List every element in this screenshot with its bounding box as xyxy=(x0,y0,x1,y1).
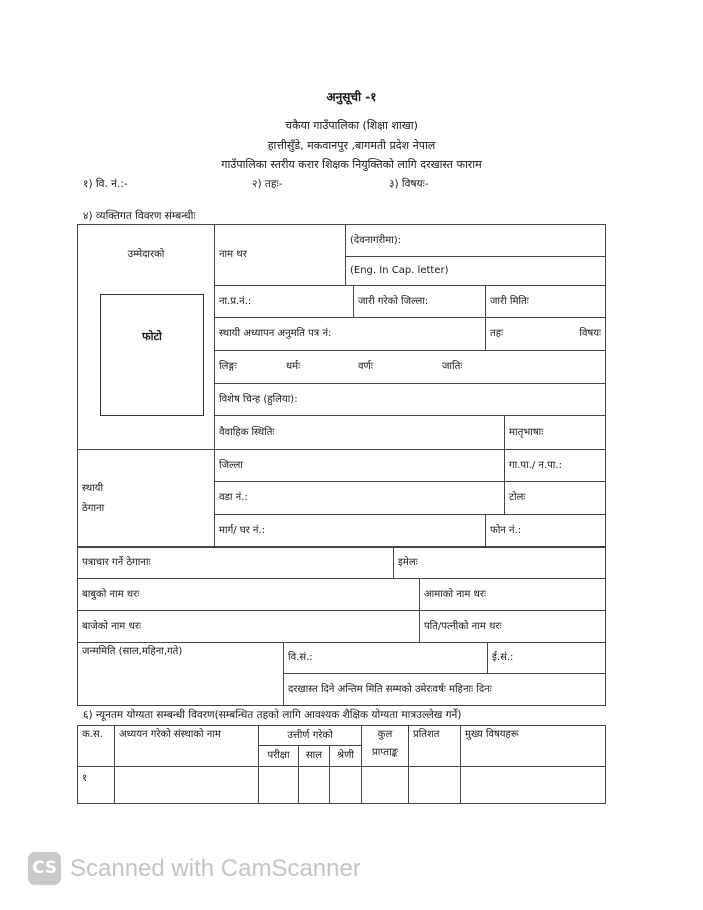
camscanner-logo-icon: CS xyxy=(28,852,61,885)
teaching-license-field[interactable]: स्थायी अध्यापन अनुमति पत्र नं: xyxy=(215,318,486,351)
dob-label: जन्ममिति (साल,महिना,गते) xyxy=(78,643,284,706)
road-house-field[interactable]: मार्ग/ घर नं.: xyxy=(215,515,486,548)
office-address: हात्तीसुँडे, मकवानपुर ,बागमती प्रदेश नेपाल xyxy=(267,139,436,152)
permanent-label: स्थायी xyxy=(82,482,104,494)
email-field[interactable]: इमेलः xyxy=(394,547,606,579)
col-total xyxy=(362,726,409,767)
col-percent: प्रतिशत xyxy=(409,726,461,767)
issued-date-field[interactable]: जारी मितिः xyxy=(486,286,606,318)
ad-no-label: १) वि. नं.:- xyxy=(83,178,128,190)
name-devanagari-field[interactable]: (देवनागरीमा): xyxy=(346,225,606,257)
col-passed: उत्तीर्ण गरेको xyxy=(259,726,362,746)
ward-field[interactable]: वडा नं.: xyxy=(215,482,505,515)
photo-box[interactable] xyxy=(100,294,204,416)
contact-family-table xyxy=(77,546,606,643)
license-level-label: तहः xyxy=(490,328,504,339)
photo-label: फोटो xyxy=(142,330,162,343)
phone-field[interactable]: फोन नं.: xyxy=(486,515,606,548)
mother-name-field[interactable]: आमाको नाम थरः xyxy=(420,579,606,611)
row-exam-cell[interactable] xyxy=(259,767,299,804)
caste-label: जातिः xyxy=(442,361,463,372)
issued-district-field[interactable]: जारी गरेको जिल्ला: xyxy=(354,286,486,318)
identity-mark-field[interactable]: विशेष चिन्ह (हुलिया): xyxy=(215,384,606,416)
row-percent-cell[interactable] xyxy=(409,767,461,804)
level-label: २) तहः- xyxy=(252,178,283,190)
table-row xyxy=(78,767,606,804)
col-sn: क.स. xyxy=(78,726,115,767)
col-total-line1: कुल xyxy=(377,729,393,740)
gender-religion-caste-row[interactable] xyxy=(215,351,606,384)
marital-status-field[interactable]: वैवाहिक स्थितिः xyxy=(215,416,505,450)
tole-field[interactable]: टोलः xyxy=(505,482,606,515)
col-division: श्रेणी xyxy=(330,746,362,767)
col-year: साल xyxy=(299,746,330,767)
mother-tongue-field[interactable]: मातृभाषाः xyxy=(505,416,606,450)
father-name-field[interactable]: बाबुको नाम थरः xyxy=(78,579,420,611)
section-personal-heading: ४) व्यक्तिगत विवरण संम्बन्धीः xyxy=(83,210,196,222)
candidate-cell xyxy=(78,225,215,286)
row-major-cell[interactable] xyxy=(461,767,606,804)
correspondence-address-field[interactable]: पत्राचार गर्ने ठेगानाः xyxy=(78,547,394,579)
dob-bs-field[interactable]: वि.सं.: xyxy=(284,643,488,674)
religion-label: धर्मः xyxy=(286,361,301,372)
qualification-table xyxy=(77,725,606,804)
dob-ad-field[interactable]: ई.सं.: xyxy=(488,643,606,674)
license-subject-label: विषयः xyxy=(579,328,602,339)
gender-label: लिङ्गः xyxy=(219,361,237,372)
address-label: ठेगाना xyxy=(82,502,105,514)
grandfather-name-field[interactable]: बाजेको नाम थरः xyxy=(78,611,420,643)
name-english-field[interactable]: (Eng. In Cap. letter) xyxy=(346,257,606,286)
form-title: अनुसूची -१ xyxy=(326,90,377,104)
name-label: नाम थर xyxy=(215,225,346,286)
col-exam: परीक्षा xyxy=(259,746,299,767)
dob-table xyxy=(77,642,606,706)
spouse-name-field[interactable]: पति/पत्नीको नाम थरः xyxy=(420,611,606,643)
office-name: चकैया गाउँपालिका (शिक्षा शाखा) xyxy=(285,119,418,132)
camscanner-watermark: Scanned with CamScanner xyxy=(70,855,361,882)
col-total-line2: प्राप्ताङ्क xyxy=(372,747,398,758)
col-institution: अध्ययन गरेको संस्थाको नाम xyxy=(115,726,259,767)
municipality-field[interactable]: गा.पा./ न.पा.: xyxy=(505,450,606,482)
row-institution-cell[interactable] xyxy=(115,767,259,804)
section-qualification-heading: ६) न्यूनतम योग्यता सम्बन्धी विवरण(सम्बन्धित तहको लागि आवश्यक शैक्षिक योग्यता मात्रउल्लेख गर्ने) xyxy=(83,709,462,721)
row-total-cell[interactable] xyxy=(362,767,409,804)
col-major-subjects: मुख्य विषयहरू xyxy=(461,726,606,767)
row-division-cell[interactable] xyxy=(330,767,362,804)
candidate-label: उम्मेदारको xyxy=(127,249,165,261)
permanent-address-cell xyxy=(78,450,215,548)
district-field[interactable]: जिल्ला xyxy=(215,450,505,482)
form-subtitle: गाउँपालिका स्तरीय करार शिक्षक नियुक्तिको लागि दरखास्त फाराम xyxy=(221,158,482,171)
varna-label: वर्णः xyxy=(358,361,373,372)
row-year-cell[interactable] xyxy=(299,767,330,804)
citizenship-no-field[interactable]: ना.प्र.नं.: xyxy=(215,286,354,318)
row-sn: १ xyxy=(78,767,115,804)
license-level-subject-field[interactable] xyxy=(486,318,606,351)
subject-label: ३) विषयः- xyxy=(389,178,429,190)
age-field[interactable]: दरखास्त दिने अन्तिम मिति सम्मको उमेरःवर्षः महिनाः दिनः xyxy=(284,674,606,706)
